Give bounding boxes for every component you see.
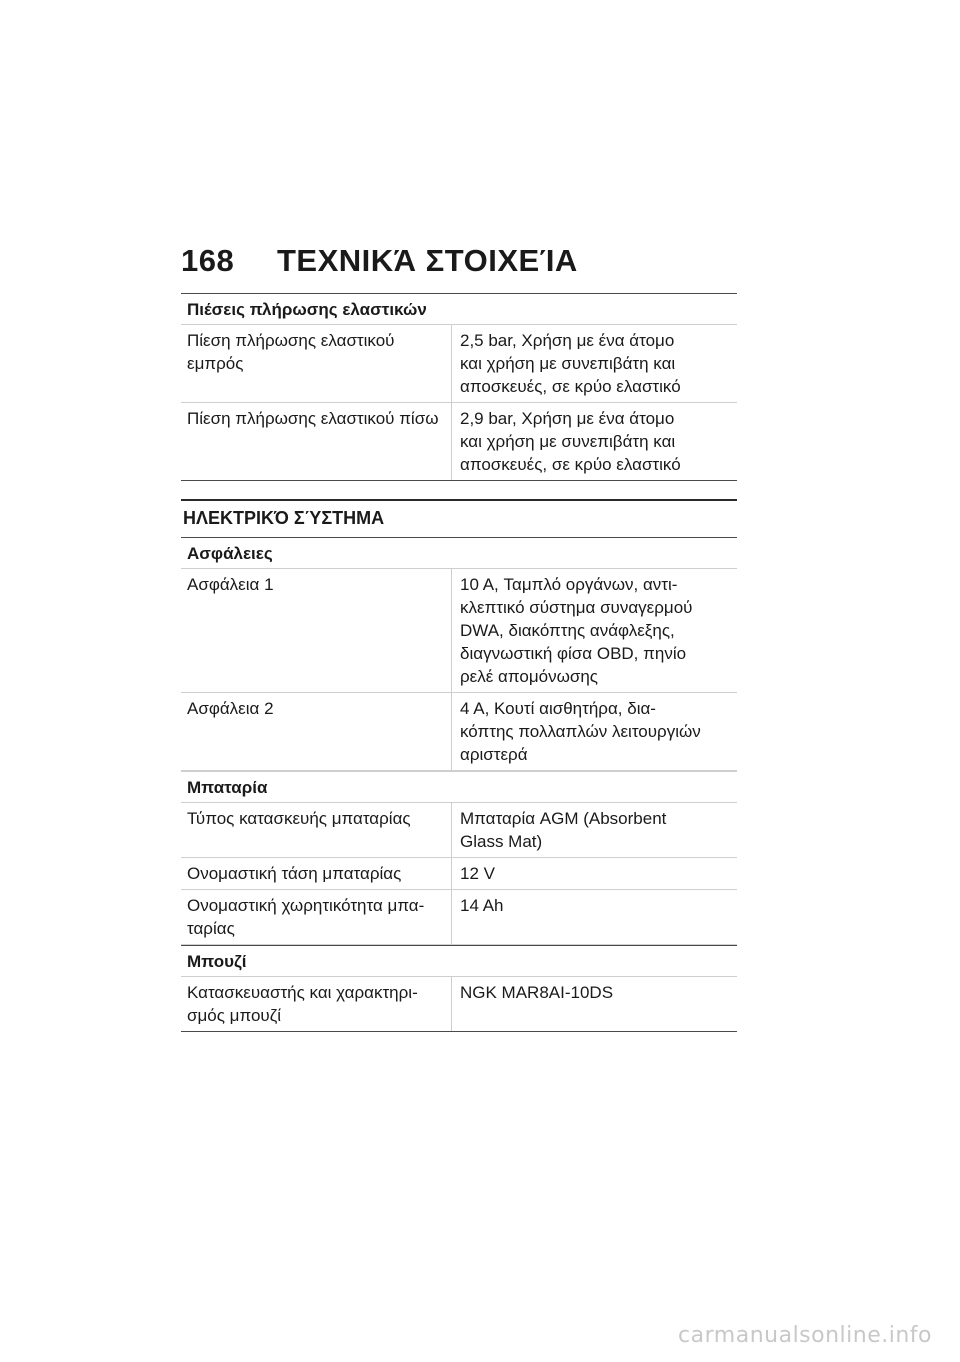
spec-value: NGK MAR8AI-10DS [460, 983, 614, 1002]
spec-value: 2,5 bar, Χρήση με ένα άτομο και χρήση με συνεπιβάτη και αποσκευές, σε κρύο ελαστικό [460, 331, 681, 396]
spec-label: Τύπος κατασκευής μπαταρίας [181, 803, 452, 857]
group-title-tire-pressure: Πιέσεις πλήρωσης ελαστικών [181, 293, 737, 325]
spec-row-fuse-1 [181, 569, 737, 693]
spec-row-tire-front [181, 325, 737, 403]
page-title: ΤΕΧΝΙΚΆ ΣΤΟΙΧΕΊΑ [277, 243, 578, 278]
group-title-fuses: Ασφάλειες [181, 537, 737, 569]
watermark: carmanualsonline.info [678, 1323, 932, 1348]
spec-row-battery-type [181, 803, 737, 858]
spec-label: Πίεση πλήρωσης ελαστικού πίσω [181, 403, 452, 480]
spec-value: 14 Ah [460, 896, 504, 915]
page-header [181, 243, 741, 279]
spec-value: 10 A, Ταμπλό οργάνων, αντι- κλεπτικό σύστημα συναγερμού DWA, διακόπτης ανάφλεξης, διαγνωστική φίσα OBD, πηνίο ρελέ απομόνωσης [460, 575, 693, 686]
group-title-battery: Μπαταρία [181, 771, 737, 803]
page-number: 168 [181, 243, 235, 278]
spec-row-tire-rear [181, 403, 737, 481]
spec-row-fuse-2 [181, 693, 737, 771]
spec-value: 2,9 bar, Χρήση με ένα άτομο και χρήση με συνεπιβάτη και αποσκευές, σε κρύο ελαστικό [460, 409, 681, 474]
spec-label: Ασφάλεια 2 [181, 693, 452, 770]
spec-label: Κατασκευαστής και χαρακτηρι- σμός μπουζί [181, 977, 452, 1031]
spec-label: Πίεση πλήρωσης ελαστικού εμπρός [181, 325, 452, 402]
spec-value: 4 A, Κουτί αισθητήρα, δια- κόπτης πολλαπλών λειτουργιών αριστερά [460, 699, 701, 764]
spec-row-spark-plug [181, 977, 737, 1032]
spec-row-battery-voltage [181, 858, 737, 890]
spec-value: 12 V [460, 864, 495, 883]
spec-row-battery-capacity [181, 890, 737, 945]
group-title-spark-plug: Μπουζί [181, 945, 737, 977]
spec-content [181, 293, 737, 1032]
spec-label: Ονομαστική χωρητικότητα μπα- ταρίας [181, 890, 452, 944]
section-title-electrical: ΗΛΕΚΤΡΙΚΌ ΣΎΣΤΗΜΑ [181, 499, 737, 537]
spec-label: Ονομαστική τάση μπαταρίας [181, 858, 452, 889]
spec-value: Μπαταρία AGM (Absorbent Glass Mat) [460, 809, 667, 851]
spec-label: Ασφάλεια 1 [181, 569, 452, 692]
